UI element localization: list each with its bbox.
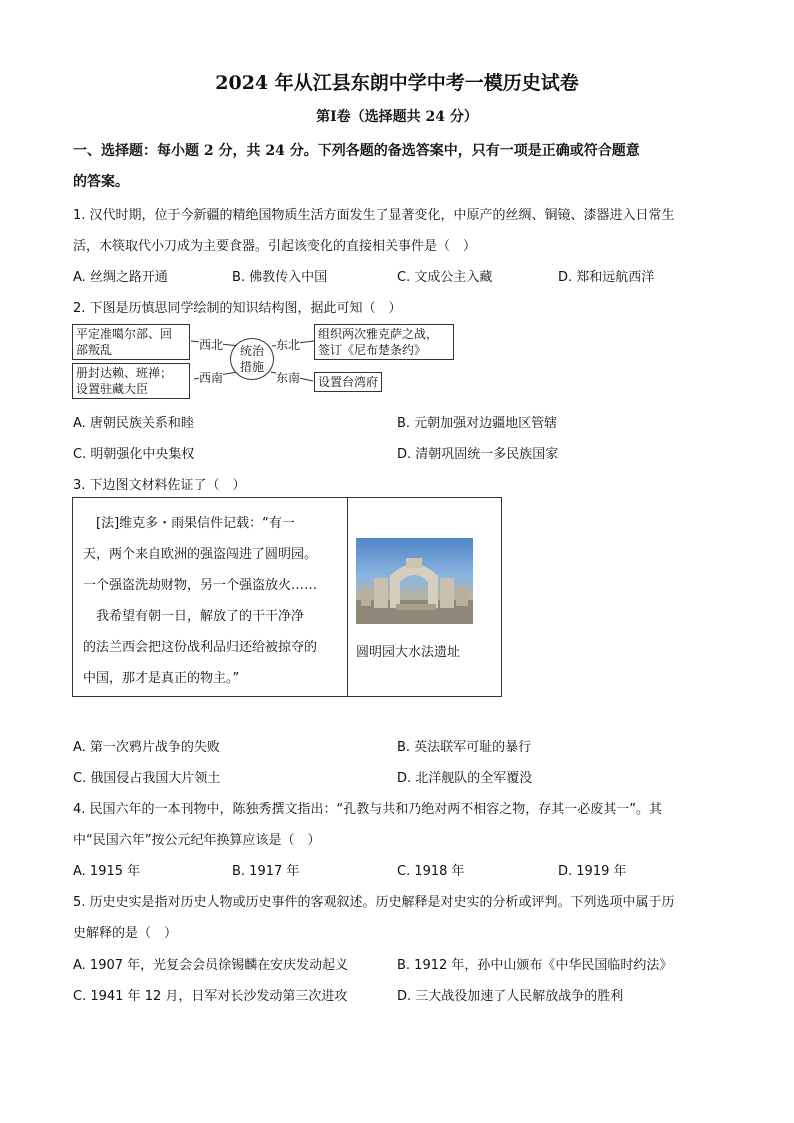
diagram-box-northwest-line2: 部叛乱 xyxy=(76,343,113,357)
material-line-2: 天，两个来自欧洲的强盗闯进了圆明园。 xyxy=(83,547,318,562)
diagram-box-southwest-line2: 设置驻藏大臣 xyxy=(76,382,149,396)
q2-option-d[interactable]: D. 清朝巩固统一多民族国家 xyxy=(397,447,559,462)
material-table xyxy=(72,497,502,697)
diagram-label-northwest: 西北 xyxy=(199,338,224,352)
yuanmingyuan-ruins-photo xyxy=(356,538,473,624)
q3-option-a[interactable]: A. 第一次鸦片战争的失败 xyxy=(73,740,220,755)
photo-caption: 圆明园大水法遗址 xyxy=(356,645,461,660)
section-subtitle: 第Ⅰ卷（选择题共 24 分） xyxy=(316,109,478,125)
material-line-5: 的法兰西会把这份战利品归还给被掠夺的 xyxy=(83,640,318,655)
material-image-cell xyxy=(348,498,501,696)
q4-option-b[interactable]: B. 1917 年 xyxy=(232,864,300,879)
q4-stem-line2: 中“民国六年”按公元纪年换算应该是（ ） xyxy=(73,833,321,848)
q4-option-a[interactable]: A. 1915 年 xyxy=(73,864,141,879)
diagram-box-northeast-line1: 组织两次雅克萨之战， xyxy=(318,327,439,341)
q5-option-b[interactable]: B. 1912 年，孙中山颁布《中华民国临时约法》 xyxy=(397,958,673,973)
diagram-box-southeast: 设置台湾府 xyxy=(314,372,382,392)
diagram-box-northwest-line1: 平定准噶尔部、回 xyxy=(76,327,173,341)
q4-stem-line1: 4. 民国六年的一本刊物中，陈独秀撰文指出：“孔教与共和乃绝对两不相容之物，存其一必废其一”。其 xyxy=(73,802,663,817)
diagram-label-southeast: 东南 xyxy=(276,371,301,385)
ruins-illustration xyxy=(356,538,473,624)
section-instruction-line1: 一、选择题：每小题 2 分，共 24 分。下列各题的备选答案中，只有一项是正确或符合题意 xyxy=(73,143,640,159)
diagram-label-northeast: 东北 xyxy=(276,338,301,352)
diagram-box-northwest xyxy=(72,324,190,360)
q1-stem-line1: 1. 汉代时期，位于今新疆的精绝国物质生活方面发生了显著变化，中原产的丝绸、铜镜、漆器进入日常生 xyxy=(73,208,675,223)
q5-stem-line1: 5. 历史史实是指对历史人物或历史事件的客观叙述。历史解释是对史实的分析或评判。下列选项中属于历 xyxy=(73,895,675,910)
q3-option-d[interactable]: D. 北洋舰队的全军覆没 xyxy=(397,771,533,786)
material-text-cell xyxy=(73,498,348,696)
q1-option-d[interactable]: D. 郑和远航西洋 xyxy=(558,270,655,285)
diagram-center-line1: 统治 xyxy=(239,344,264,358)
page-title: 2024 年从江县东朗中学中考一模历史试卷 xyxy=(215,72,579,94)
diagram-box-northeast xyxy=(314,324,454,360)
q1-option-c[interactable]: C. 文成公主入藏 xyxy=(397,270,493,285)
q2-option-a[interactable]: A. 唐朝民族关系和睦 xyxy=(73,416,194,431)
q4-option-d[interactable]: D. 1919 年 xyxy=(558,864,627,879)
material-line-6: 中国，那才是真正的物主。” xyxy=(83,671,240,686)
q3-stem: 3. 下边图文材料佐证了（ ） xyxy=(73,478,246,493)
diagram-label-southwest: 西南 xyxy=(199,371,224,385)
q3-option-c[interactable]: C. 俄国侵占我国大片领土 xyxy=(73,771,221,786)
q3-option-b[interactable]: B. 英法联军可耻的暴行 xyxy=(397,740,532,755)
section-instruction-line2: 的答案。 xyxy=(73,174,129,190)
knowledge-structure-diagram xyxy=(72,324,462,396)
diagram-center-node xyxy=(230,338,274,380)
q5-stem-line2: 史解释的是（ ） xyxy=(73,926,178,941)
q5-option-a[interactable]: A. 1907 年，光复会会员徐锡麟在安庆发动起义 xyxy=(73,958,349,973)
q1-stem-line2: 活，木筷取代小刀成为主要食器。引起该变化的直接相关事件是（ ） xyxy=(73,239,477,254)
q1-option-a[interactable]: A. 丝绸之路开通 xyxy=(73,270,168,285)
diagram-box-southwest xyxy=(72,363,190,399)
q2-option-c[interactable]: C. 明朝强化中央集权 xyxy=(73,447,195,462)
diagram-box-northeast-line2: 签订《尼布楚条约》 xyxy=(318,343,427,357)
material-line-3: 一个强盗洗劫财物，另一个强盗放火…… xyxy=(83,578,318,593)
diagram-center-line2: 措施 xyxy=(239,360,264,374)
material-line-4: 我希望有朝一日，解放了的干干净净 xyxy=(83,609,305,624)
q4-option-c[interactable]: C. 1918 年 xyxy=(397,864,465,879)
q2-stem: 2. 下图是历慎思同学绘制的知识结构图，据此可知（ ） xyxy=(73,301,402,316)
q2-option-b[interactable]: B. 元朝加强对边疆地区管辖 xyxy=(397,416,558,431)
q5-option-c[interactable]: C. 1941 年 12 月，日军对长沙发动第三次进攻 xyxy=(73,989,348,1004)
q1-option-b[interactable]: B. 佛教传入中国 xyxy=(232,270,328,285)
diagram-box-southwest-line1: 册封达赖、班禅； xyxy=(76,366,173,380)
q5-option-d[interactable]: D. 三大战役加速了人民解放战争的胜利 xyxy=(397,989,624,1004)
material-line-1: [法]维克多・雨果信件记载：“有一 xyxy=(83,516,295,531)
